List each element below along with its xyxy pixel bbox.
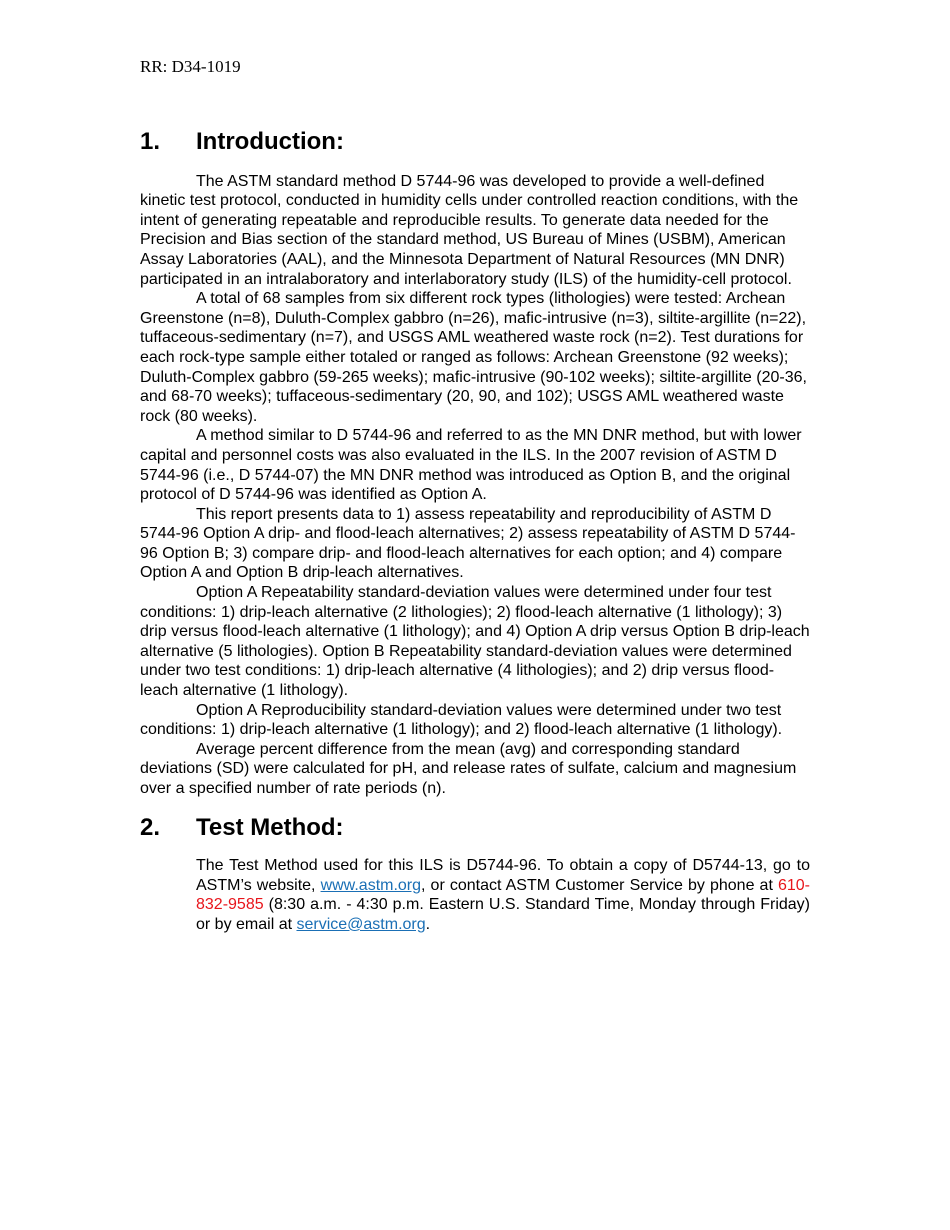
- section-title: Introduction:: [196, 128, 344, 155]
- method-text: The Test Method used for this ILS is D5744-96. To obtain a copy of D5744-13, go to ASTM’s website,: [196, 857, 810, 894]
- intro-paragraph: This report presents data to 1) assess repeatability and reproducibility of ASTM D 5744-96 Option A drip- and flood-leach alternatives; 2) assess repeatability of ASTM D 5744-96 Option B; 3) compare drip- and flood-leach alternatives for each option; and 4) compare Option A and Option B drip-leach alternatives.: [140, 505, 796, 582]
- method-text: .: [425, 915, 431, 933]
- method-text: (8:30 a.m. - 4:30 p.m. Eastern U.S. Standard Time, Monday through Friday) or by email at: [196, 896, 810, 933]
- section-heading-test-method: [140, 813, 810, 841]
- intro-paragraph: Option A Repeatability standard-deviation values were determined under four test conditions: 1) drip-leach alternative (2 lithologies); 2) flood-leach alternative (1 lithology); 3) drip versus flood-leach alternative (1 lithology); and 4) Option A drip versus Option B drip-leach alternative (5 lithologies). Option B Repeatability standard-deviation values were determined under two test conditions: 1) drip-leach alternative (4 lithologies); and 2) drip versus flood-leach alternative (1 lithology).: [140, 584, 810, 700]
- section-title: Test Method:: [196, 813, 344, 841]
- intro-paragraph: Option A Reproducibility standard-deviation values were determined under two test conditions: 1) drip-leach alternative (1 lithology); and 2) flood-leach alternative (1 lithology).: [140, 701, 783, 739]
- intro-paragraph: A method similar to D 5744-96 and referred to as the MN DNR method, but with lower capital and personnel costs was also evaluated in the ILS. In the 2007 revision of ASTM D 5744-96 (i.e., D 5744-07) the MN DNR method was introduced as Option B, and the original protocol of D 5744-96 was identified as Option A.: [140, 427, 802, 504]
- section-number: 1.: [140, 128, 161, 155]
- test-method-paragraph: [196, 856, 810, 934]
- intro-paragraph: A total of 68 samples from six different rock types (lithologies) were tested: Archean Greenstone (n=8), Duluth-Complex gabbro (n=26), mafic-intrusive (n=3), siltite-argillite (n=22), tuffaceous-sedimentary (n=7), and USGS AML weathered waste rock (n=2). Test durations for each rock-type sample either totaled or ranged as follows: Archean Greenstone (92 weeks); Duluth-Complex gabbro (59-265 weeks); mafic-intrusive (90-102 weeks); siltite-argillite (20-36, and 68-70 weeks); tuffaceous-sedimentary (20, 90, and 102); USGS AML weathered waste rock (80 weeks).: [140, 290, 807, 425]
- astm-website-link[interactable]: www.astm.org: [320, 876, 422, 894]
- section-heading-introduction: [140, 128, 810, 155]
- intro-paragraph: Average percent difference from the mean (avg) and corresponding standard deviations (SD) were calculated for pH, and release rates of sulfate, calcium and magnesium over a specified number of rate periods (n).: [140, 740, 797, 797]
- document-code: RR: D34-1019: [140, 57, 241, 76]
- section-number: 2.: [140, 813, 161, 841]
- customer-service-phone: 610-832-9585: [196, 876, 811, 914]
- intro-paragraph: The ASTM standard method D 5744-96 was developed to provide a well-defined kinetic test protocol, conducted in humidity cells under controlled reaction conditions, with the intent of generating repeatable and reproducible results. To generate data needed for the Precision and Bias section of the standard method, US Bureau of Mines (USBM), American Assay Laboratories (AAL), and the Minnesota Department of Natural Resources (MN DNR) participated in an intralaboratory and interlaboratory study (ILS) of the humidity-cell protocol.: [140, 172, 799, 288]
- service-email-link[interactable]: service@astm.org: [296, 915, 426, 933]
- document-body: [140, 128, 811, 935]
- method-text: , or contact ASTM Customer Service by phone at: [421, 876, 778, 894]
